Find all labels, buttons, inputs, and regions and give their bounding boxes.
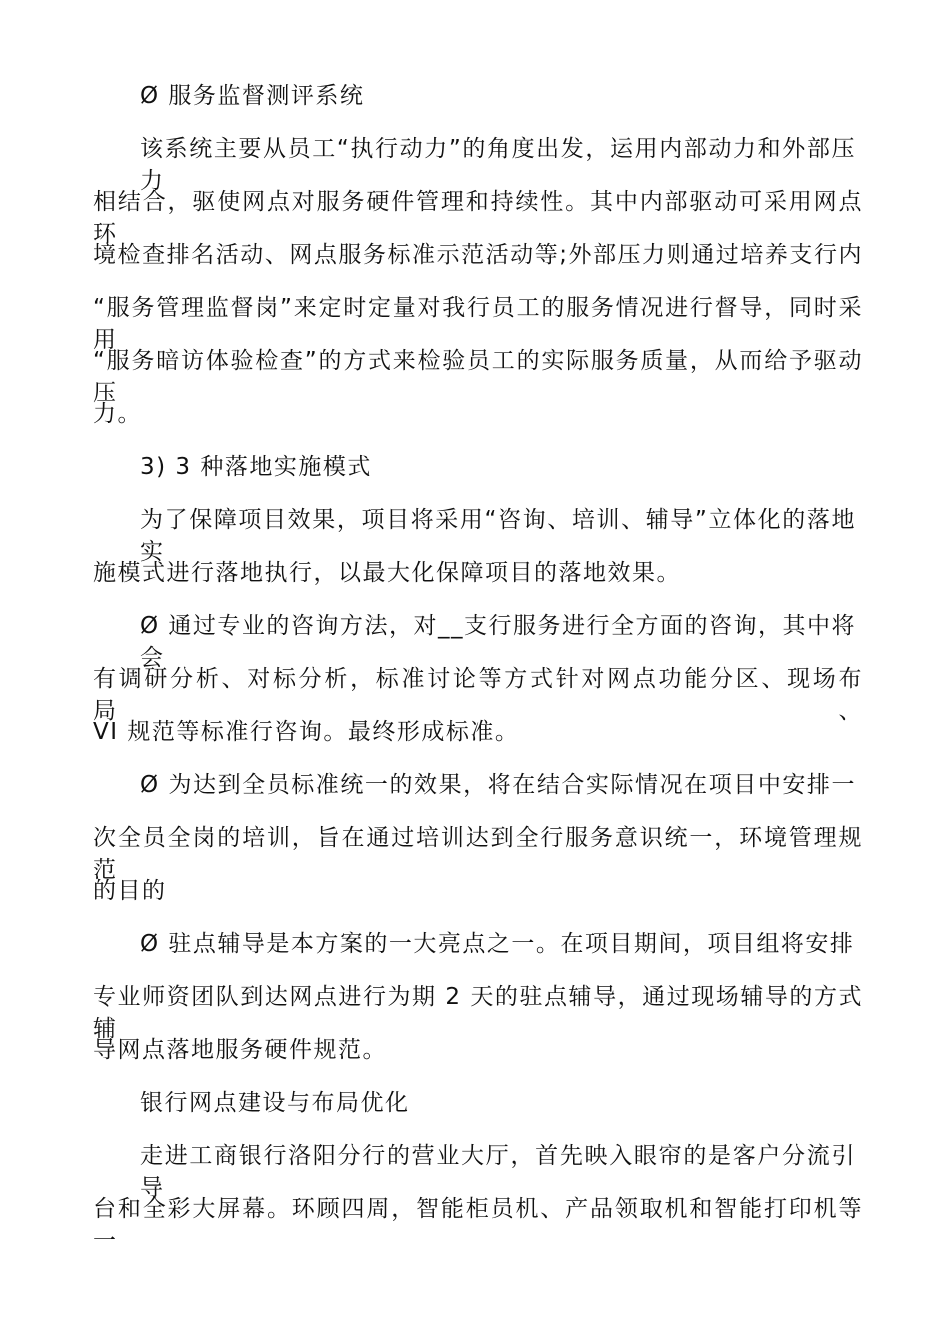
bullet-line: Ø 为达到全员标准统一的效果，将在结合实际情况在项目中安排一 (140, 772, 856, 798)
section-heading: 3) 3 种落地实施模式 (140, 454, 372, 480)
paragraph-line: 次全员全岗的培训，旨在通过培训达到全行服务意识统一，环境管理规范 (93, 825, 863, 883)
paragraph-line: 力。 (93, 401, 142, 427)
bullet-line: Ø 通过专业的咨询方法，对__支行服务进行全方面的咨询，其中将会 (140, 613, 856, 671)
paragraph-line: 专业师资团队到达网点进行为期 2 天的驻点辅导，通过现场辅导的方式辅 (93, 984, 863, 1042)
paragraph-line: 境检查排名活动、网点服务标准示范活动等;外部压力则通过培养支行内 (93, 242, 863, 268)
bullet-line: Ø 驻点辅导是本方案的一大亮点之一。在项目期间，项目组将安排 (140, 931, 855, 957)
bullet-heading-service-supervision: Ø 服务监督测评系统 (140, 83, 365, 109)
paragraph-line: 施模式进行落地执行，以最大化保障项目的落地效果。 (93, 560, 681, 586)
paragraph-line: 为了保障项目效果，项目将采用“咨询、培训、辅导”立体化的落地实 (140, 507, 856, 565)
paragraph-line: 的目的 (93, 878, 167, 904)
paragraph-line: 相结合，驱使网点对服务硬件管理和持续性。其中内部驱动可采用网点环 (93, 189, 863, 247)
paragraph-line: 走进工商银行洛阳分行的营业大厅，首先映入眼帘的是客户分流引导 (140, 1143, 856, 1201)
paragraph-line: 该系统主要从员工“执行动力”的角度出发，运用内部动力和外部压力 (140, 136, 856, 194)
paragraph-line: 导网点落地服务硬件规范。 (93, 1037, 387, 1063)
paragraph-line: VI 规范等标准行咨询。最终形成标准。 (93, 719, 520, 745)
paragraph-line: “服务管理监督岗”来定时定量对我行员工的服务情况进行督导，同时采用 (93, 295, 863, 353)
paragraph-line: 有调研分析、对标分析，标准讨论等方式针对网点功能分区、现场布局、 (93, 666, 863, 724)
section-heading: 银行网点建设与布局优化 (140, 1090, 410, 1116)
paragraph-line: “服务暗访体验检查”的方式来检验员工的实际服务质量，从而给予驱动压 (93, 348, 863, 406)
paragraph-line: 台和全彩大屏幕。环顾四周，智能柜员机、产品领取机和智能打印机等一 (93, 1196, 863, 1254)
